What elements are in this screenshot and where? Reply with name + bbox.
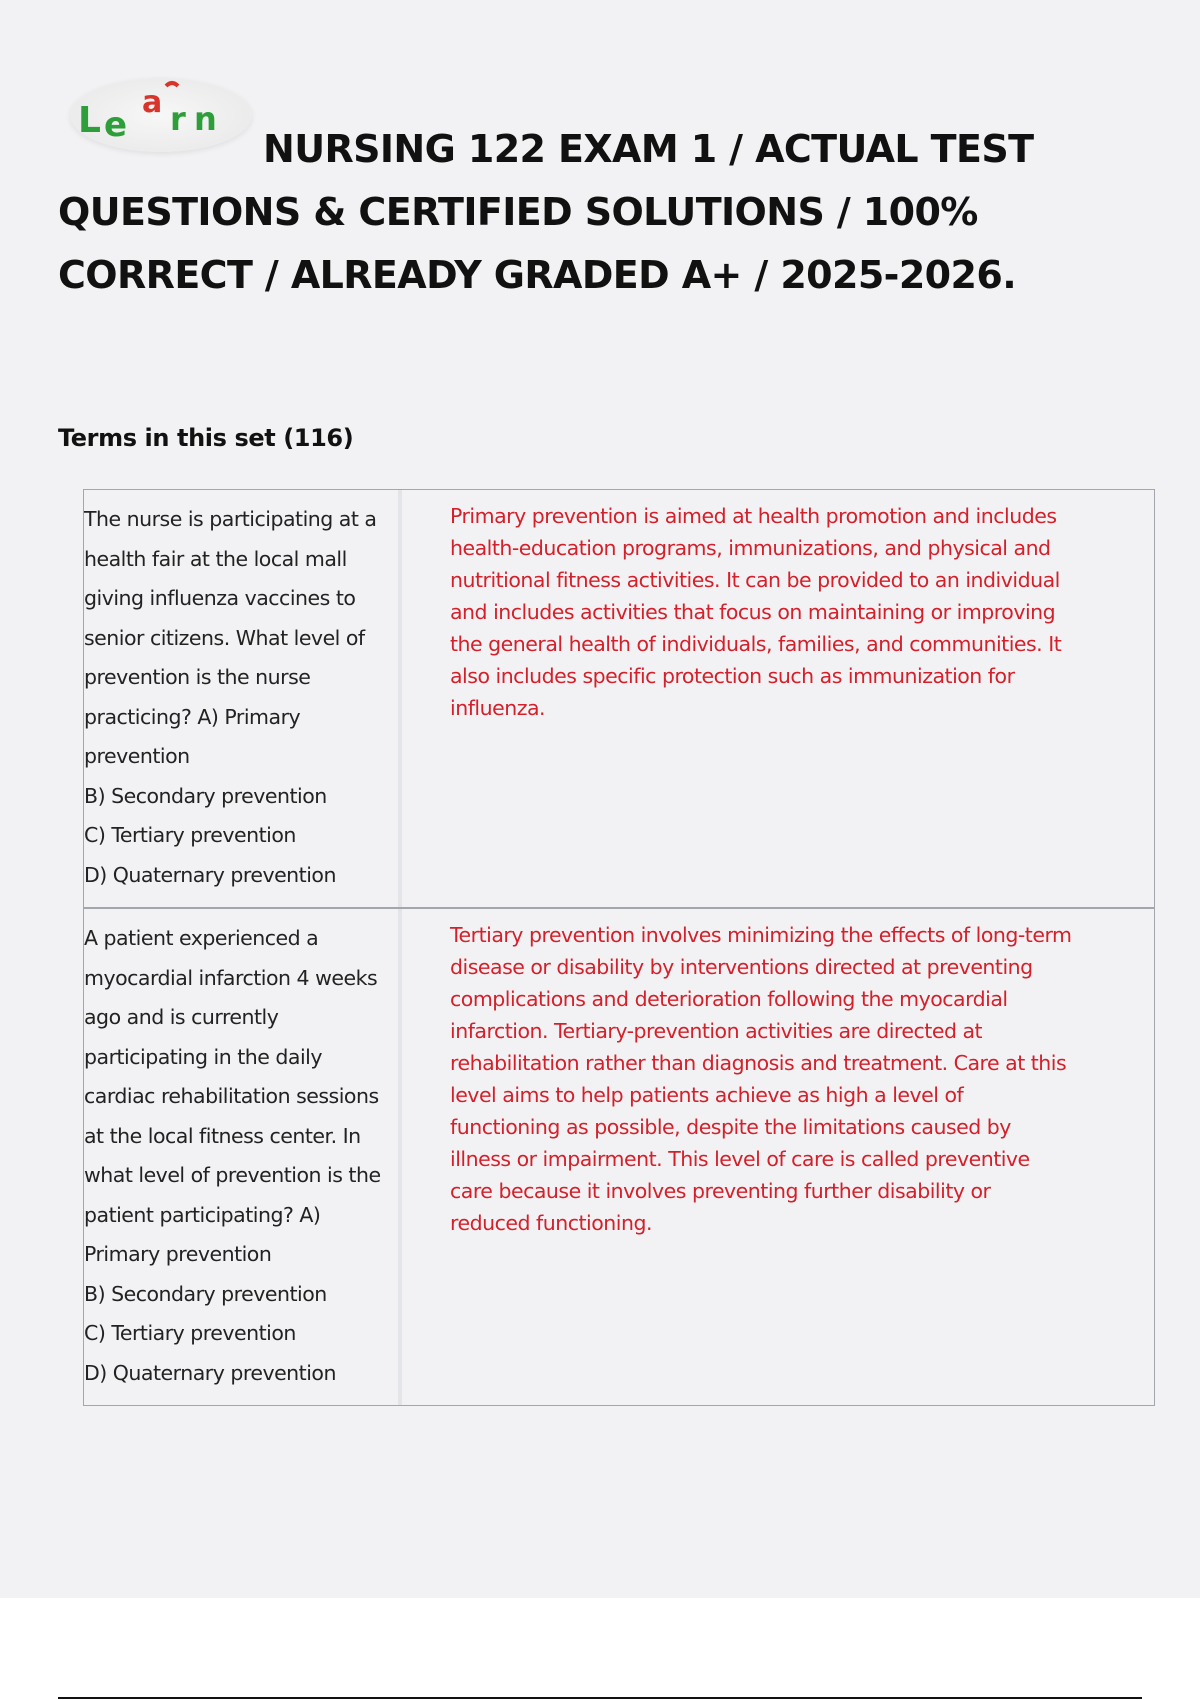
question-cell — [84, 909, 402, 1405]
option-d: D) Quaternary prevention — [84, 862, 336, 887]
option-b: B) Secondary prevention — [84, 1281, 327, 1306]
option-c: C) Tertiary prevention — [84, 823, 296, 847]
footer-divider — [58, 1697, 1142, 1699]
svg-text:n: n — [194, 100, 217, 138]
answer-cell: Primary prevention is aimed at health promotion and includes health-education programs, immunizations, and physical and nutritional fitness activities. It can be provided to an individual and includes activities that focus on maintaining or improving the general health of individuals, families, and communities. It also includes specific protection such as immunization for influenza. — [450, 504, 1062, 720]
svg-text:r: r — [170, 100, 186, 138]
term-row — [84, 909, 1154, 1405]
question-text: The nurse is participating at a health fair at the local mall giving influenza vaccines to senior citizens. What level of prevention is the nurse practicing? A) Primary prevention — [84, 507, 377, 768]
document-title: NURSING 122 EXAM 1 / ACTUAL TEST QUESTIONS & CERTIFIED SOLUTIONS / 100% CORRECT / ALREADY GRADED A+ / 2025-2026. — [58, 127, 1034, 297]
terms-heading: Terms in this set (116) — [58, 424, 354, 452]
option-b: B) Secondary prevention — [84, 783, 327, 808]
svg-text:L: L — [78, 100, 101, 141]
question-text: A patient experienced a myocardial infarction 4 weeks ago and is currently participating in the daily cardiac rehabilitation sessions at the local fitness center. In what level of prevention is the patient participating? A) Primary prevention — [84, 926, 381, 1266]
terms-table — [83, 489, 1155, 1406]
option-d: D) Quaternary prevention — [84, 1360, 336, 1385]
svg-text:e: e — [104, 105, 128, 145]
term-row — [84, 490, 1154, 909]
answer-cell: Tertiary prevention involves minimizing the effects of long-term disease or disability by interventions directed at preventing complications and deterioration following the myocardial infarction. Tertiary-prevention activities are directed at rehabilitation rather than diagnosis and treatment. Care at this level aims to help patients achieve as high a level of functioning as possible, despite the limitations caused by illness or impairment. This level of care is called preventive care because it involves preventing further disability or reduced functioning. — [450, 923, 1072, 1235]
option-c: C) Tertiary prevention — [84, 1321, 296, 1345]
question-cell — [84, 490, 402, 907]
svg-text:a: a — [142, 85, 163, 120]
